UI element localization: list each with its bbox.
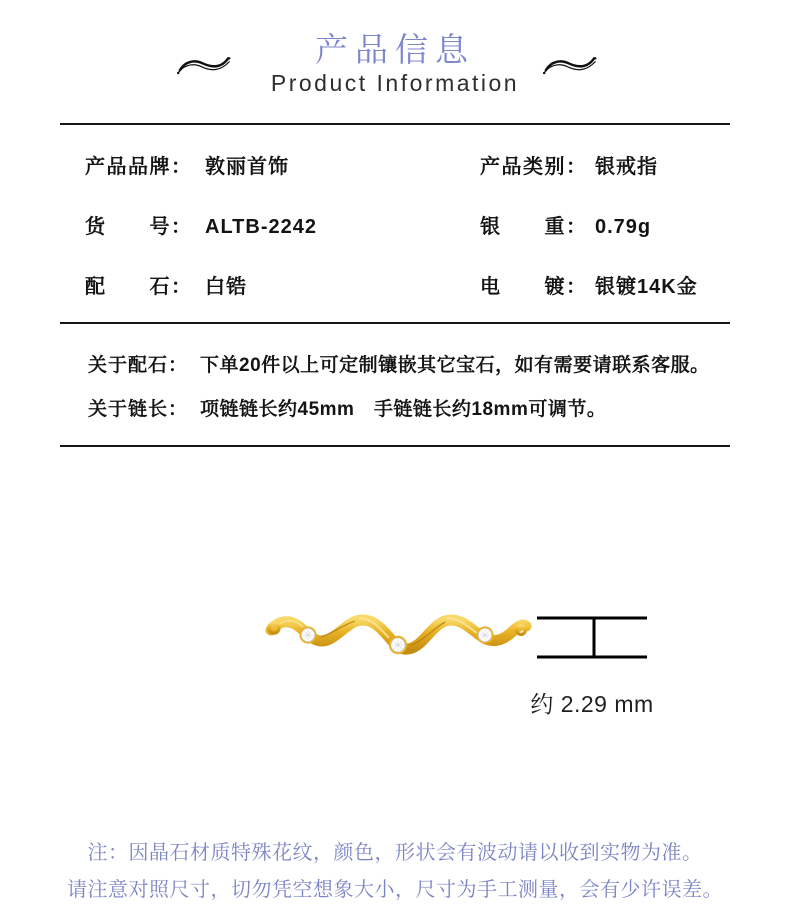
about-stone-row xyxy=(0,354,790,378)
plating-label: 电 镀： xyxy=(480,276,588,298)
sku-value: ALTB-2242 xyxy=(205,216,317,238)
about-chain-length-row xyxy=(0,398,790,422)
stone-label: 配 石： xyxy=(85,276,193,298)
about-chain-value: 项链链长约45mm 手链链长约18mm可调节。 xyxy=(200,399,607,420)
category-value: 银戒指 xyxy=(595,156,658,178)
spec-row-stone-plating xyxy=(0,274,790,300)
about-chain-label: 关于链长： xyxy=(88,399,189,420)
category-label: 产品类别： xyxy=(480,156,588,178)
gem-right xyxy=(476,626,493,643)
thickness-diagram xyxy=(534,611,650,663)
silver-weight-value: 0.79g xyxy=(595,216,652,238)
spec-row-sku-weight xyxy=(0,214,790,240)
ring-product-image xyxy=(263,603,535,665)
gem-center xyxy=(389,636,407,654)
thickness-value: 约 2.29 mm xyxy=(530,691,654,717)
divider-line xyxy=(60,123,730,125)
about-stone-value: 下单20件以上可定制镶嵌其它宝石，如有需要请联系客服。 xyxy=(200,355,710,376)
page-title-chinese: 产品信息 xyxy=(315,31,475,68)
brand-label: 产品品牌： xyxy=(85,156,193,178)
spec-row-brand-category xyxy=(0,154,790,180)
disclaimer-line-1: 注：因晶石材质特殊花纹，颜色，形状会有波动请以收到实物为准。 xyxy=(87,842,703,864)
stone-value: 白锆 xyxy=(205,276,247,298)
flourish-ornament-icon xyxy=(542,48,598,80)
divider-line xyxy=(60,322,730,324)
sku-label: 货 号： xyxy=(85,216,193,238)
brand-value: 敦丽首饰 xyxy=(205,156,289,178)
disclaimer-line-2: 请注意对照尺寸，切勿凭空想象大小，尺寸为手工测量，会有少许误差。 xyxy=(67,879,723,901)
page-title-english: Product Information xyxy=(270,70,520,96)
gem-left xyxy=(299,626,316,643)
divider-line xyxy=(60,445,730,447)
silver-weight-label: 银 重： xyxy=(480,216,588,238)
plating-value: 银镀14K金 xyxy=(595,276,698,298)
about-stone-label: 关于配石： xyxy=(88,355,189,376)
